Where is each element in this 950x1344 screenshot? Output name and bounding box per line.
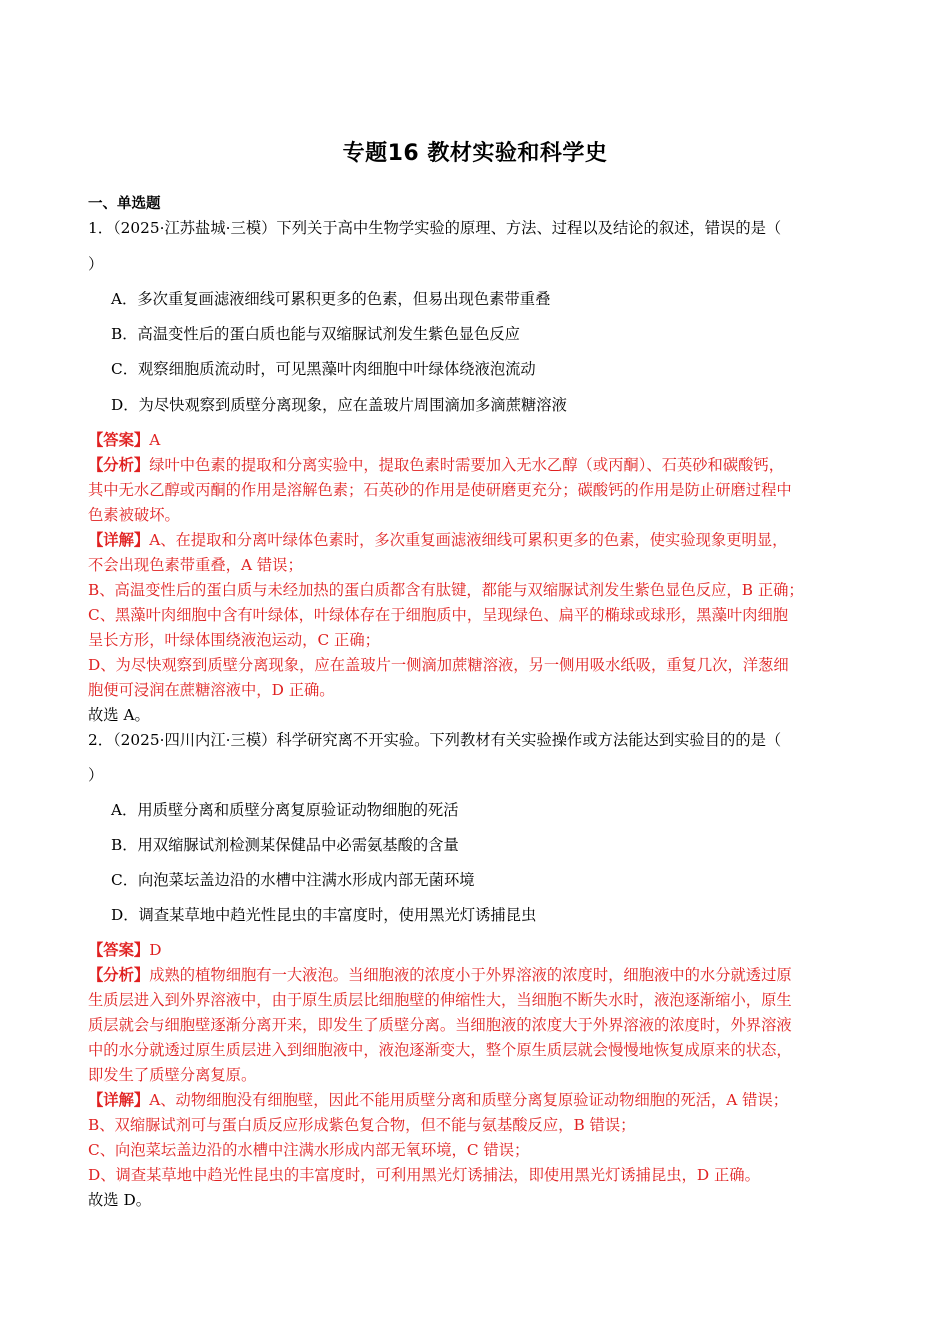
q2-option-a: A．用质壁分离和质壁分离复原验证动物细胞的死活 [111, 801, 459, 819]
q1-detail-line2: 不会出现色素带重叠，A 错误； [88, 556, 303, 574]
q1-option-b: B．高温变性后的蛋白质也能与双缩脲试剂发生紫色显色反应 [111, 325, 520, 343]
q1-answer [88, 430, 160, 450]
detail-text: A、在提取和分离叶绿体色素时，多次重复画滤液细线可累积更多的色素，使实验现象更明显， [149, 531, 788, 549]
analysis-tag: 【分析】 [88, 966, 150, 984]
q1-analysis-line1 [88, 455, 784, 475]
q1-option-a: A．多次重复画滤液细线可累积更多的色素，但易出现色素带重叠 [111, 290, 551, 308]
analysis-text: 绿叶中色素的提取和分离实验中，提取色素时需要加入无水乙醇（或丙酮）、石英砂和碳酸钙， [149, 456, 785, 474]
q1-detail-line7: 胞便可浸润在蔗糖溶液中，D 正确。 [88, 681, 335, 699]
document-title: 专题16 教材实验和科学史 [342, 141, 608, 166]
q2-analysis-line3: 质层就会与细胞壁逐渐分离开来，即发生了质壁分离。当细胞液的浓度大于外界溶液的浓度时，外界溶液 [88, 1016, 792, 1034]
q1-stem-line1: 1．（2025·江苏盐城·三模）下列关于高中生物学实验的原理、方法、过程以及结论的叙述，错误的是（ [88, 219, 782, 237]
q1-detail-line5: 呈长方形，叶绿体围绕液泡运动，C 正确； [88, 631, 380, 649]
q2-option-b: B．用双缩脲试剂检测某保健品中必需氨基酸的含量 [111, 836, 459, 854]
q2-analysis-line4: 中的水分就透过原生质层进入到细胞液中，液泡逐渐变大，整个原生质层就会慢慢地恢复成原来的状态， [88, 1041, 792, 1059]
q2-option-d: D．调查某草地中趋光性昆虫的丰富度时，使用黑光灯诱捕昆虫 [111, 906, 537, 924]
q1-detail-line6: D、为尽快观察到质壁分离现象，应在盖玻片一侧滴加蔗糖溶液，另一侧用吸水纸吸，重复几次，洋葱细 [88, 656, 789, 674]
analysis-tag: 【分析】 [88, 456, 150, 474]
q2-stem-line2: ） [88, 766, 104, 784]
section-heading: 一、单选题 [88, 196, 161, 212]
detail-tag: 【详解】 [88, 1091, 150, 1109]
q2-answer [88, 940, 161, 960]
q1-detail-line3: B、高温变性后的蛋白质与未经加热的蛋白质都含有肽键，都能与双缩脲试剂发生紫色显色反应，B 正确； [88, 581, 804, 599]
q2-detail-line4: D、调查某草地中趋光性昆虫的丰富度时，可利用黑光灯诱捕法，即使用黑光灯诱捕昆虫，D 正确。 [88, 1166, 760, 1184]
analysis-text: 成熟的植物细胞有一大液泡。当细胞液的浓度小于外界溶液的浓度时，细胞液中的水分就透过原 [149, 966, 792, 984]
q1-analysis-line3: 色素被破坏。 [88, 506, 180, 524]
q2-detail-line3: C、向泡菜坛盖边沿的水槽中注满水形成内部无氧环境，C 错误； [88, 1141, 530, 1159]
q1-conclusion: 故选 A。 [88, 706, 150, 724]
q2-option-c: C．向泡菜坛盖边沿的水槽中注满水形成内部无菌环境 [111, 871, 475, 889]
q1-detail-line1 [88, 530, 787, 550]
q1-detail-line4: C、黑藻叶肉细胞中含有叶绿体，叶绿体存在于细胞质中，呈现绿色、扁平的椭球或球形，黑藻叶肉细胞 [88, 606, 789, 624]
detail-tag: 【详解】 [88, 531, 150, 549]
q1-analysis-line2: 其中无水乙醇或丙酮的作用是溶解色素；石英砂的作用是使研磨更充分；碳酸钙的作用是防止研磨过程中 [88, 481, 792, 499]
q2-conclusion: 故选 D。 [88, 1191, 152, 1209]
q2-analysis-line5: 即发生了质壁分离复原。 [88, 1066, 257, 1084]
q1-option-c: C．观察细胞质流动时，可见黑藻叶肉细胞中叶绿体绕液泡流动 [111, 360, 536, 378]
answer-value: D [149, 941, 162, 959]
q2-detail-line1 [88, 1090, 788, 1110]
answer-value: A [149, 431, 161, 449]
q2-analysis-line2: 生质层进入到外界溶液中，由于原生质层比细胞壁的伸缩性大，当细胞不断失水时，液泡逐渐缩小，原生 [88, 991, 792, 1009]
q2-analysis-line1 [88, 965, 792, 985]
detail-text: A、动物细胞没有细胞壁，因此不能用质壁分离和质壁分离复原验证动物细胞的死活，A 错误； [149, 1091, 789, 1109]
q1-option-d: D．为尽快观察到质壁分离现象，应在盖玻片周围滴加多滴蔗糖溶液 [111, 396, 567, 414]
q2-stem-line1: 2．（2025·四川内江·三模）科学研究离不开实验。下列教材有关实验操作或方法能达到实验目的的是（ [88, 731, 782, 749]
answer-tag: 【答案】 [88, 431, 150, 449]
answer-tag: 【答案】 [88, 941, 150, 959]
q1-stem-line2: ） [88, 255, 104, 273]
q2-detail-line2: B、双缩脲试剂可与蛋白质反应形成紫色复合物，但不能与氨基酸反应，B 错误； [88, 1116, 636, 1134]
